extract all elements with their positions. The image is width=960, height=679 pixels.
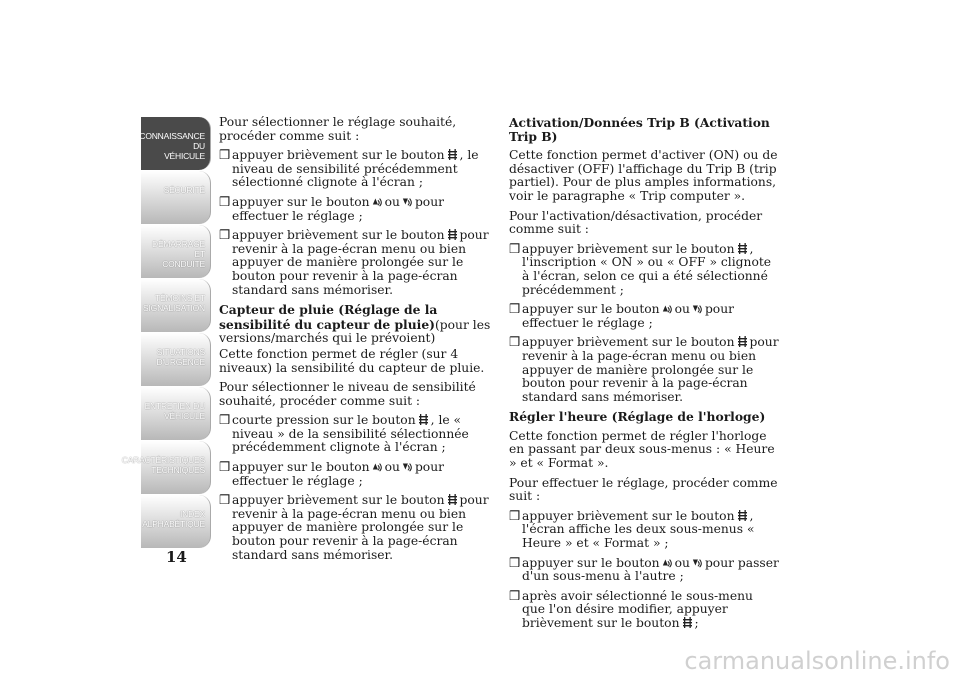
tab-situations-urgence[interactable] xyxy=(141,333,211,386)
bullet-item: ❒ courte pression sur le bouton , le « niveau » de la sensibilité sélectionnée précédemment clignote à l'écran ; xyxy=(219,413,469,455)
bullet-mark: ❒ xyxy=(219,148,231,163)
tab-label: CARACTÉRISTIQUES TECHNIQUES xyxy=(121,455,205,475)
bullet-mark: ❒ xyxy=(219,413,231,428)
bullet-item: ❒ appuyer brièvement sur le bouton pour revenir à la page-écran menu ou bien appuyer de manière prolongée sur le bouton pour revenir à la page-écran standard sans mémoriser. xyxy=(219,228,489,297)
tab-temoins-signalisation[interactable] xyxy=(141,279,211,332)
down-button-icon xyxy=(402,461,413,472)
down-button-icon xyxy=(692,303,703,314)
section-heading: Régler l'heure (Réglage de l'horloge) xyxy=(509,409,766,425)
down-button-icon xyxy=(692,557,703,568)
tab-demarrage-conduite[interactable] xyxy=(141,225,211,278)
menu-button-icon xyxy=(447,494,458,505)
menu-button-icon xyxy=(682,617,693,628)
up-button-icon xyxy=(662,557,673,568)
bullet-mark: ❒ xyxy=(509,241,521,256)
left-column xyxy=(219,116,494,568)
bullet-item: ❒ appuyer brièvement sur le bouton pour revenir à la page-écran menu ou bien appuyer de manière prolongée sur le bouton pour revenir à la page-écran standard sans mémoriser. xyxy=(509,335,779,404)
tab-entretien-vehicule[interactable] xyxy=(141,387,211,440)
chapter-sidebar xyxy=(121,117,211,549)
tab-label: SITUATIONS D'URGENCE xyxy=(156,347,205,367)
tab-label: TÉMOINS ET SIGNALISATION xyxy=(143,293,205,313)
paragraph: Cette fonction permet d'activer (ON) ou de désactiver (OFF) l'affichage du Trip B (trip partiel). Pour de plus amples informations, voir le paragraphe « Trip computer ». xyxy=(509,148,778,203)
up-button-icon xyxy=(662,303,673,314)
bullet-mark: ❒ xyxy=(509,508,521,523)
bullet-mark: ❒ xyxy=(509,555,521,570)
intro-paragraph: Pour sélectionner le réglage souhaité, procéder comme suit : xyxy=(219,115,457,143)
paragraph: Pour sélectionner le niveau de sensibilité souhaité, procéder comme suit : xyxy=(219,380,476,408)
right-column xyxy=(509,116,779,637)
paragraph: Pour effectuer le réglage, procéder comme suit : xyxy=(509,475,778,504)
tab-label: INDEX ALPHABÉTIQUE xyxy=(142,509,205,529)
tab-label: DÉMARRAGE ET CONDUITE xyxy=(152,239,205,269)
bullet-item: ❒ appuyer sur le bouton ou pour effectuer le réglage ; xyxy=(509,302,735,330)
heading-note: (pour les versions/marchés qui le prévoient) xyxy=(219,317,491,346)
bullet-item: ❒ appuyer sur le bouton ou pour passer d'un sous-menu à l'autre ; xyxy=(509,555,779,584)
bullet-item: ❒ appuyer sur le bouton ou pour effectuer le réglage ; xyxy=(219,194,445,223)
tab-label: ENTRETIEN DU VÉHICULE xyxy=(144,401,205,421)
paragraph: Cette fonction permet de régler (sur 4 niveaux) la sensibilité du capteur de pluie. xyxy=(219,346,485,375)
menu-button-icon xyxy=(737,336,748,347)
up-button-icon xyxy=(372,196,383,207)
menu-button-icon xyxy=(737,243,748,254)
bullet-mark: ❒ xyxy=(219,493,231,508)
watermark: carmanualsonline.info xyxy=(684,647,950,675)
up-button-icon xyxy=(372,461,383,472)
section-heading: Capteur de pluie (Réglage de la sensibilité du capteur de pluie) xyxy=(219,302,438,332)
menu-button-icon xyxy=(418,414,429,425)
bullet-item: ❒ appuyer brièvement sur le bouton , le niveau de sensibilité précédemment sélectionné clignote à l'écran ; xyxy=(219,148,479,190)
bullet-mark: ❒ xyxy=(219,460,231,475)
bullet-mark: ❒ xyxy=(219,194,231,209)
bullet-item: ❒ appuyer sur le bouton ou pour effectuer le réglage ; xyxy=(219,460,445,488)
bullet-item: ❒ appuyer brièvement sur le bouton , l'inscription « ON » ou « OFF » clignote à l'écran, selon ce qui a été sélectionné précédemment ; xyxy=(509,241,772,297)
down-button-icon xyxy=(402,196,413,207)
paragraph: Pour l'activation/désactivation, procéder comme suit : xyxy=(509,208,763,237)
bullet-item: ❒ appuyer brièvement sur le bouton pour revenir à la page-écran menu ou bien appuyer de manière prolongée sur le bouton pour revenir à la page-écran standard sans mémoriser. xyxy=(219,493,489,562)
menu-button-icon xyxy=(737,510,748,521)
paragraph: Cette fonction permet de régler l'horloge en passant par deux sous-menus : « Heure » et « Format ». xyxy=(509,428,775,471)
page-number: 14 xyxy=(166,548,187,566)
tab-label: CONNAISSANCE DU VÉHICULE xyxy=(139,131,205,161)
tab-index-alphabetique[interactable] xyxy=(141,495,211,548)
bullet-mark: ❒ xyxy=(509,588,521,603)
tab-securite[interactable] xyxy=(141,171,211,224)
menu-button-icon xyxy=(447,229,458,240)
bullet-mark: ❒ xyxy=(509,302,521,317)
bullet-mark: ❒ xyxy=(509,335,521,350)
tab-caracteristiques-techniques[interactable] xyxy=(121,441,211,494)
tab-connaissance-vehicule[interactable] xyxy=(141,117,211,170)
menu-button-icon xyxy=(447,149,458,160)
bullet-mark: ❒ xyxy=(219,228,231,243)
section-heading: Activation/Données Trip B (Activation Trip B) xyxy=(509,115,770,144)
tab-label: SÉCURITÉ xyxy=(163,185,205,195)
bullet-item: ❒ appuyer brièvement sur le bouton , l'écran affiche les deux sous-menus « Heure » et « Format » ; xyxy=(509,508,755,551)
bullet-item: ❒ après avoir sélectionné le sous-menu que l'on désire modifier, appuyer brièvement sur le bouton ; xyxy=(509,588,753,630)
